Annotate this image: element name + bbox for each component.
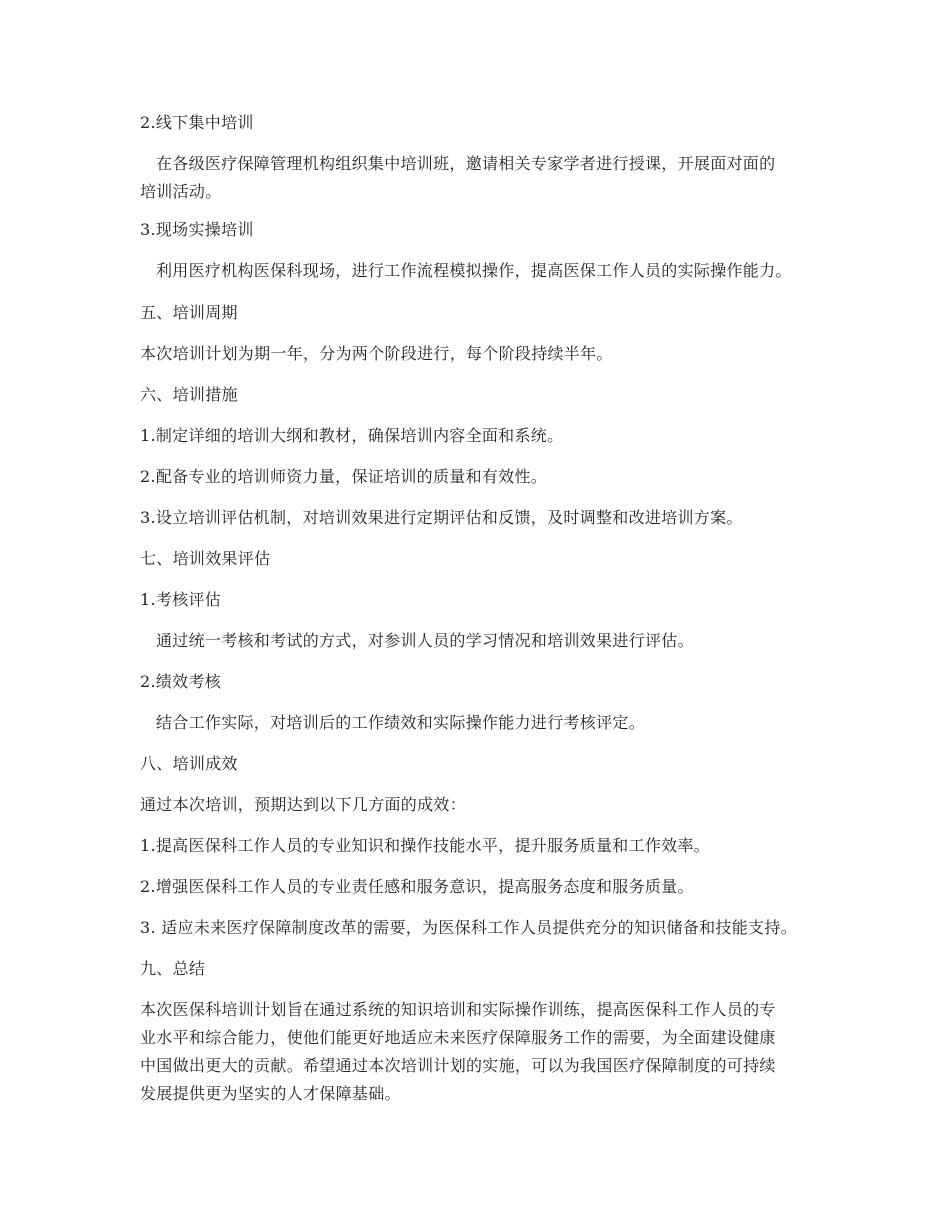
section-heading-summary: 九、总结 xyxy=(140,959,206,978)
paragraph-training-period: 本次培训计划为期一年，分为两个阶段进行，每个阶段持续半年。 xyxy=(140,344,613,363)
subheading-performance: 2.绩效考核 xyxy=(140,672,222,691)
section-heading-training-measures: 六、培训措施 xyxy=(140,385,238,404)
section-heading-effect-evaluation: 七、培训效果评估 xyxy=(140,549,271,568)
text-line: 业水平和综合能力，使他们能更好地适应未来医疗保障服务工作的需要，为全面建设健康 xyxy=(140,1028,776,1047)
measure-item: 2.配备专业的培训师资力量，保证培训的质量和有效性。 xyxy=(140,467,548,486)
paragraph-assessment: 通过统一考核和考试的方式，对参训人员的学习情况和培训效果进行评估。 xyxy=(156,631,694,650)
text-line: 中国做出更大的贡献。希望通过本次培训计划的实施，可以为我国医疗保障制度的可持续 xyxy=(140,1056,776,1075)
paragraph-onsite-training: 利用医疗机构医保科现场，进行工作流程模拟操作，提高医保工作人员的实际操作能力。 xyxy=(156,261,792,280)
text-line: 培训活动。 xyxy=(140,182,222,201)
heading-onsite-training: 3.现场实操培训 xyxy=(140,220,254,239)
text-line: 本次医保科培训计划旨在通过系统的知识培训和实际操作训练，提高医保科工作人员的专 xyxy=(140,1000,776,1019)
result-item: 3. 适应未来医疗保障制度改革的需要，为医保科工作人员提供充分的知识储备和技能支持。 xyxy=(140,918,797,937)
paragraph-results-intro: 通过本次培训，预期达到以下几方面的成效： xyxy=(140,795,467,814)
result-item: 2.增强医保科工作人员的专业责任感和服务意识，提高服务态度和服务质量。 xyxy=(140,877,694,896)
measure-item: 1.制定详细的培训大纲和教材，确保培训内容全面和系统。 xyxy=(140,426,564,445)
heading-offline-training: 2.线下集中培训 xyxy=(140,113,254,132)
text-line: 发展提供更为坚实的人才保障基础。 xyxy=(140,1084,401,1103)
section-heading-training-period: 五、培训周期 xyxy=(140,303,238,322)
subheading-assessment: 1.考核评估 xyxy=(140,590,222,609)
section-heading-training-results: 八、培训成效 xyxy=(140,754,238,773)
result-item: 1.提高医保科工作人员的专业知识和操作技能水平，提升服务质量和工作效率。 xyxy=(140,836,711,855)
paragraph-performance: 结合工作实际，对培训后的工作绩效和实际操作能力进行考核评定。 xyxy=(156,713,646,732)
measure-item: 3.设立培训评估机制，对培训效果进行定期评估和反馈，及时调整和改进培训方案。 xyxy=(140,508,743,527)
text-line: 在各级医疗保障管理机构组织集中培训班，邀请相关专家学者进行授课，开展面对面的 xyxy=(156,154,776,173)
paragraph-offline-training xyxy=(140,150,836,206)
paragraph-summary xyxy=(140,996,830,1108)
